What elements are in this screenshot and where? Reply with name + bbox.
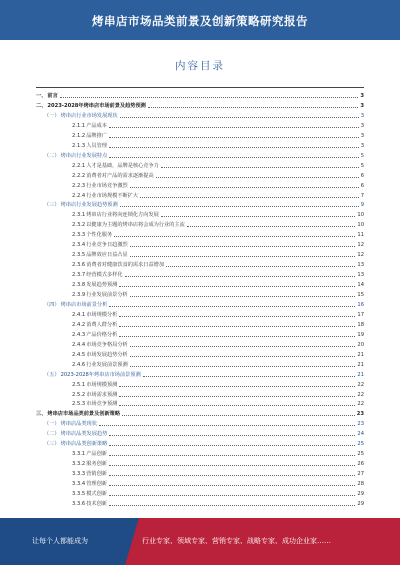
- toc-entry-number: （四）: [44, 301, 60, 308]
- toc-entry-page: 21: [357, 351, 364, 358]
- toc-leader-dots: [122, 414, 355, 416]
- toc-entry-number: 2.4.6: [72, 361, 86, 368]
- toc-entry-number: 2.2.3: [72, 182, 86, 189]
- toc-page: [30, 40, 370, 520]
- toc-entry-number: 2.4.1: [72, 311, 86, 318]
- toc-entry-title: 模式创新: [86, 491, 107, 497]
- toc-entry[interactable]: [72, 380, 364, 389]
- toc-entry-number: 3.3.1: [72, 451, 86, 458]
- toc-entry-title: 行业发展前景预测: [86, 361, 128, 368]
- toc-entry-title: 消费人群分析: [86, 321, 118, 328]
- toc-entry[interactable]: [72, 280, 364, 289]
- toc-entry-title: 市场发展趋势分析: [86, 351, 128, 358]
- toc-entry-page: 10: [357, 222, 364, 229]
- toc-entry[interactable]: [72, 449, 364, 458]
- toc-entry-number: 2.1.2: [72, 132, 86, 139]
- toc-entry-number: 3.3.6: [72, 500, 86, 507]
- toc-entry-number: （五）: [44, 371, 60, 378]
- toc-entry-title: 品牌效应日益凸显: [86, 252, 128, 259]
- toc-entry-title: 人才是基础，品牌是核心竞争力: [86, 162, 159, 169]
- toc-leader-dots: [109, 156, 358, 158]
- toc-leader-dots: [130, 186, 359, 188]
- toc-entry[interactable]: [72, 250, 364, 259]
- toc-entry-page: 3: [360, 112, 364, 119]
- toc-entry-page: 21: [357, 371, 364, 378]
- toc-entry-number: 2.3.5: [72, 252, 86, 259]
- toc-entry-number: 2.3.8: [72, 282, 86, 289]
- toc-entry[interactable]: [72, 191, 364, 200]
- toc-leader-dots: [161, 166, 359, 168]
- toc-entry-page: 11: [357, 232, 364, 239]
- report-header: [0, 0, 400, 40]
- toc-leader-dots: [109, 464, 355, 466]
- toc-entry[interactable]: [36, 101, 364, 110]
- toc-entry-title: 市场需求预测: [86, 391, 118, 398]
- toc-leader-dots: [114, 235, 355, 237]
- toc-entry[interactable]: [44, 419, 364, 428]
- toc-leader-dots: [119, 385, 355, 387]
- toc-entry-number: 2.4.5: [72, 351, 86, 358]
- toc-entry-page: 3: [360, 132, 364, 139]
- toc-entry[interactable]: [72, 131, 364, 140]
- toc-entry[interactable]: [72, 230, 364, 239]
- toc-entry-page: 28: [357, 481, 364, 488]
- toc-entry[interactable]: [72, 489, 364, 498]
- toc-leader-dots: [143, 375, 356, 377]
- toc-entry-page: 3: [360, 93, 364, 99]
- toc-entry-number: （二）: [44, 431, 60, 438]
- toc-entry[interactable]: [44, 370, 364, 379]
- toc-leader-dots: [99, 424, 355, 426]
- toc-leader-dots: [140, 196, 359, 198]
- toc-entry-number: 3.3.5: [72, 491, 86, 497]
- toc-leader-dots: [109, 146, 359, 148]
- toc-entry-number: （三）: [44, 441, 60, 448]
- toc-entry-page: 10: [357, 212, 364, 219]
- toc-entry[interactable]: [72, 399, 364, 408]
- toc-entry-number: （二）: [44, 152, 60, 159]
- toc-entry-page: 5: [360, 152, 364, 159]
- toc-entry[interactable]: [72, 220, 364, 229]
- toc-entry[interactable]: [72, 499, 364, 508]
- toc-entry-page: 20: [357, 341, 364, 348]
- toc-entry-title: 人员管理: [86, 142, 107, 149]
- toc-entry-title: 管理创新: [86, 481, 107, 488]
- toc-leader-dots: [109, 136, 359, 138]
- toc-entry-page: 18: [357, 321, 364, 328]
- toc-entry[interactable]: [44, 151, 364, 160]
- toc-entry-title: 技术创新: [86, 500, 107, 507]
- toc-entry[interactable]: [36, 409, 364, 418]
- toc-entry-number: 2.3.4: [72, 242, 86, 249]
- toc-entry-page: 25: [357, 441, 364, 448]
- toc-leader-dots: [119, 404, 355, 406]
- toc-entry-title: 经营模式多样化: [86, 272, 123, 279]
- toc-entry-page: 23: [357, 421, 364, 428]
- toc-entry-number: 3.3.3: [72, 471, 86, 478]
- toc-entry-number: 2.2.2: [72, 172, 86, 179]
- toc-leader-dots: [156, 176, 359, 178]
- toc-entry-page: 22: [357, 401, 364, 408]
- toc-entry-number: 3.3.2: [72, 461, 86, 468]
- toc-entry[interactable]: [72, 141, 364, 150]
- toc-leader-dots: [109, 454, 355, 456]
- toc-entry-title: 行业竞争日趋激烈: [86, 242, 128, 249]
- toc-entry-title: 服务创新: [86, 461, 107, 468]
- toc-divider: [36, 87, 364, 88]
- toc-entry-page: 9: [360, 202, 364, 209]
- toc-entry[interactable]: [72, 240, 364, 249]
- toc-entry-page: 12: [357, 252, 364, 259]
- toc-entry-page: 7: [360, 192, 364, 199]
- toc-entry-title: 市场竞争预测: [86, 401, 118, 408]
- toc-entry-page: 22: [357, 381, 364, 388]
- toc-entry-page: 25: [357, 451, 364, 458]
- toc-heading: 内容目录: [175, 60, 225, 72]
- toc-entry-title: 消费者对健康饮食的需求日益增加: [86, 262, 165, 269]
- footer-slogan: 让每个人都能成为: [32, 537, 88, 545]
- toc-leader-dots: [119, 285, 355, 287]
- toc-entry-page: 29: [357, 491, 364, 497]
- toc-entry[interactable]: [72, 290, 364, 299]
- toc-leader-dots: [119, 315, 355, 317]
- toc-leader-dots: [120, 205, 359, 207]
- toc-leader-dots: [109, 484, 355, 486]
- toc-entry-number: 三、: [36, 411, 47, 418]
- toc-entry-title: 烤串店市场品类前景及创新策略: [47, 411, 121, 418]
- toc-entry-page: 16: [357, 301, 364, 308]
- toc-leader-dots: [109, 444, 355, 446]
- toc-entry-number: 2.3.9: [72, 292, 86, 298]
- toc-entry[interactable]: [72, 350, 364, 359]
- toc-entry-title: 市场规模预测: [86, 381, 118, 388]
- toc-entry-title: 品牌推广: [86, 132, 107, 139]
- toc-entry-page: 13: [357, 272, 364, 279]
- toc-entry-page: 29: [357, 500, 364, 507]
- toc-leader-dots: [130, 255, 356, 257]
- toc-entry-number: 2.5.1: [72, 381, 86, 388]
- toc-entry-page: 13: [357, 262, 364, 269]
- toc-entry-page: 15: [357, 292, 364, 298]
- toc-leader-dots: [130, 295, 356, 297]
- toc-entry-number: 一、: [36, 93, 47, 99]
- toc-leader-dots: [161, 215, 356, 217]
- toc-entry[interactable]: [72, 260, 364, 269]
- toc-entry[interactable]: [72, 459, 364, 468]
- toc-entry[interactable]: [44, 429, 364, 438]
- toc-leader-dots: [109, 434, 355, 436]
- toc-entry-page: 26: [357, 461, 364, 468]
- toc-entry-title: 市场规模分析: [86, 311, 118, 318]
- toc-entry-title: 烤串店市场前景分析: [60, 301, 108, 308]
- toc-entry-title: 烤串店行业发展趋势预测: [60, 202, 118, 209]
- toc-entry[interactable]: [72, 320, 364, 329]
- toc-entry[interactable]: [44, 439, 364, 448]
- toc-entry-number: 2.2.4: [72, 192, 86, 199]
- toc-entry[interactable]: [36, 91, 364, 100]
- toc-entry-title: 产品价格分析: [86, 331, 118, 338]
- toc-entry-title: 烤串店行业发展特点: [60, 152, 108, 159]
- toc-entry-number: 2.1.1: [72, 122, 86, 129]
- toc-entry-page: 3: [360, 122, 364, 129]
- toc-entry-title: 行业发展前景分析: [86, 292, 128, 298]
- toc-entry[interactable]: [72, 390, 364, 399]
- toc-entry-number: 2.3.3: [72, 232, 86, 239]
- toc-entry[interactable]: [44, 200, 364, 209]
- footer-banner: [0, 518, 400, 565]
- toc-entry-title: 以健康为主题的烤串店将会成为行业的主流: [86, 222, 185, 229]
- toc-entry-page: 3: [360, 102, 364, 109]
- toc-entry-number: 二、: [36, 102, 47, 109]
- toc-entry-page: 17: [357, 311, 364, 318]
- toc-entry-page: 22: [357, 391, 364, 398]
- toc-entry[interactable]: [72, 469, 364, 478]
- toc-entry-page: 6: [360, 172, 364, 179]
- toc-entry-number: 2.5.3: [72, 401, 86, 408]
- toc-leader-dots: [109, 494, 355, 496]
- toc-leader-dots: [130, 355, 356, 357]
- toc-entry-number: 2.1.3: [72, 142, 86, 149]
- toc-entry[interactable]: [72, 181, 364, 190]
- toc-entry-number: （一）: [44, 112, 60, 119]
- toc-entry-page: 23: [356, 411, 364, 418]
- toc-entry[interactable]: [72, 310, 364, 319]
- toc-entry-title: 烤串店品类发展趋势: [60, 431, 108, 438]
- toc-entry-title: 烤串店品类现状: [60, 421, 97, 428]
- toc-entry-title: 前言: [47, 93, 58, 99]
- toc-entry-title: 产品成本: [86, 122, 107, 129]
- toc-entry-number: 2.4.3: [72, 331, 86, 338]
- toc-entry-page: 3: [360, 142, 364, 149]
- toc-entry[interactable]: [72, 330, 364, 339]
- toc-entry-title: 烤串店行业将向连锁化方向发展: [86, 212, 159, 219]
- toc-entry-number: 2.2.1: [72, 162, 86, 169]
- toc-entry-page: 19: [357, 331, 364, 338]
- toc-entry-page: 12: [357, 242, 364, 249]
- toc-leader-dots: [109, 305, 355, 307]
- toc-entry-number: 3.3.4: [72, 481, 86, 488]
- toc-entry-number: （三）: [44, 202, 60, 209]
- toc-entry-title: 烤串店行业市场发展现状: [60, 112, 118, 119]
- toc-entry[interactable]: [72, 121, 364, 130]
- toc-leader-dots: [109, 126, 359, 128]
- toc-entry-number: （一）: [44, 421, 60, 428]
- toc-entry[interactable]: [72, 171, 364, 180]
- toc-entry-title: 行业市场规模不断扩大: [86, 192, 139, 199]
- toc-entry-number: 2.3.2: [72, 222, 86, 229]
- toc-leader-dots: [109, 474, 355, 476]
- toc-entry[interactable]: [72, 479, 364, 488]
- toc-entry[interactable]: [44, 111, 364, 120]
- toc-leader-dots: [119, 395, 355, 397]
- toc-entry-page: 14: [357, 282, 364, 289]
- toc-entry-title: 消费者对产品的需求逐渐提高: [86, 172, 154, 179]
- toc-entry-number: 2.3.1: [72, 212, 86, 219]
- toc-entry-title: 2023-2028年烤串店市场前景预测: [60, 371, 141, 378]
- toc-leader-dots: [130, 345, 356, 347]
- toc-leader-dots: [148, 106, 359, 108]
- toc-entry-number: 2.4.2: [72, 321, 86, 328]
- toc-entry-page: 21: [357, 361, 364, 368]
- toc-entry-number: 2.3.6: [72, 262, 86, 269]
- toc-entry-title: 营销创新: [86, 471, 107, 478]
- toc-entry-title: 烤串店品类创新策略: [60, 441, 108, 448]
- toc-entry[interactable]: [44, 300, 364, 309]
- toc-leader-dots: [130, 245, 356, 247]
- toc-leader-dots: [60, 96, 359, 98]
- toc-leader-dots: [109, 504, 355, 506]
- toc-entry[interactable]: [72, 360, 364, 369]
- toc-entry-page: 5: [360, 162, 364, 169]
- toc-entry-page: 27: [357, 471, 364, 478]
- toc-entry-title: 2023-2028年烤串店市场前景及趋势预测: [47, 102, 146, 109]
- toc-entry-title: 发展趋势预测: [86, 282, 118, 289]
- toc-leader-dots: [119, 325, 355, 327]
- toc-leader-dots: [187, 225, 356, 227]
- report-title: 烤串店市场品类前景及创新策略研究报告: [92, 14, 308, 28]
- toc-entry-title: 市场竞争格局分析: [86, 341, 128, 348]
- toc-entry[interactable]: [72, 210, 364, 219]
- toc-entry-page: 6: [360, 182, 364, 189]
- toc-leader-dots: [120, 116, 359, 118]
- toc-entry-page: 24: [357, 431, 364, 438]
- toc-entry[interactable]: [72, 270, 364, 279]
- toc-leader-dots: [166, 265, 355, 267]
- toc-entry[interactable]: [72, 161, 364, 170]
- toc-entry-title: 个性化服务: [86, 232, 113, 239]
- toc-entry[interactable]: [72, 340, 364, 349]
- toc-entry-number: 2.5.2: [72, 391, 86, 398]
- toc-leader-dots: [125, 275, 356, 277]
- footer-tagline: 行业专家、领域专家、营销专家、战略专家、成功企业家……: [142, 537, 331, 545]
- toc-leader-dots: [130, 365, 356, 367]
- toc-entry-title: 产品创新: [86, 451, 107, 458]
- toc-entry-number: 2.3.7: [72, 272, 86, 279]
- toc-leader-dots: [119, 335, 355, 337]
- toc-entry-title: 行业市场竞争激烈: [86, 182, 128, 189]
- toc-entry-number: 2.4.4: [72, 341, 86, 348]
